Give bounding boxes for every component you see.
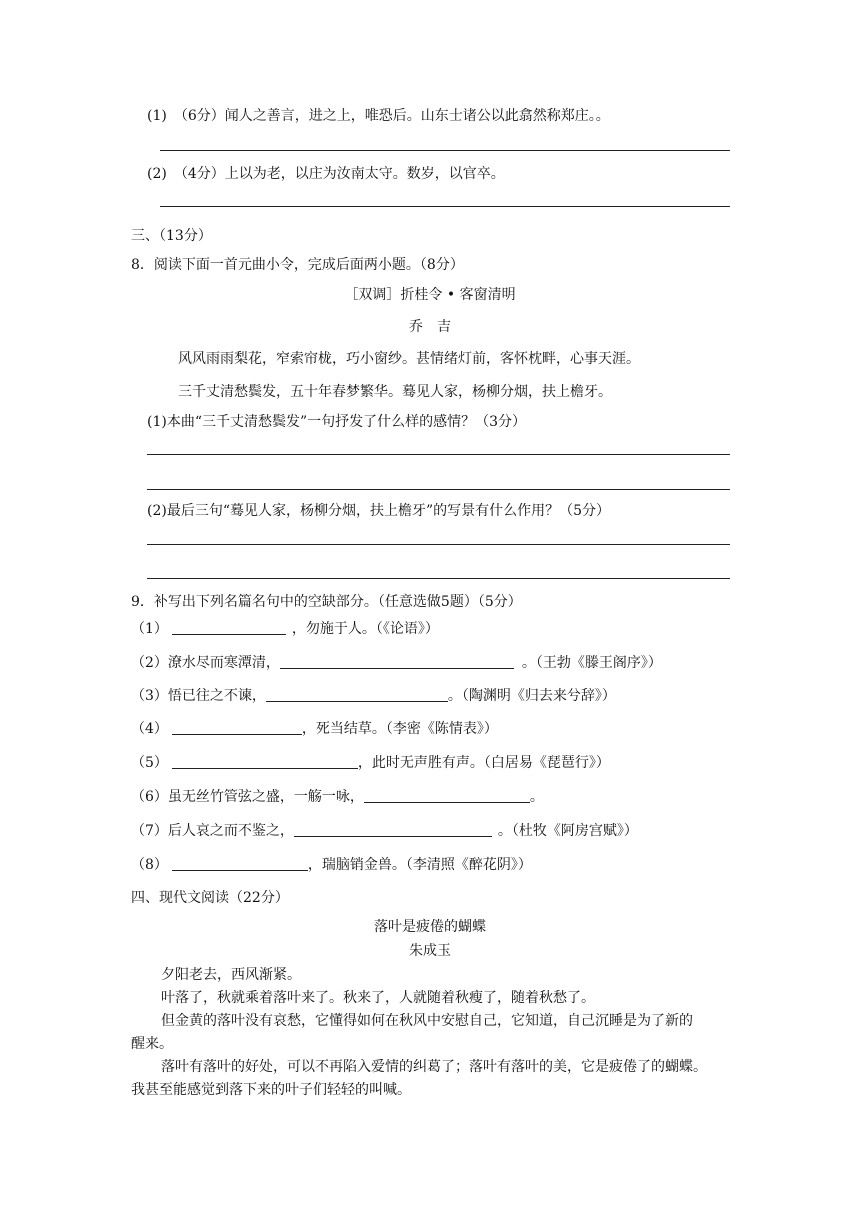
answer-line[interactable] <box>147 454 730 455</box>
article-paragraph-4-cont: 我甚至能感觉到落下来的叶子们轻轻的叫喊。 <box>131 1082 411 1098</box>
section-4-heading: 四、现代文阅读（22分） <box>131 890 289 906</box>
article-paragraph-3: 但金黄的落叶没有哀愁，它懂得如何在秋风中安慰自己，它知道，自己沉睡是为了新的 <box>161 1013 693 1029</box>
translation-question-2: (2) （4分）上以为老，以庄为汝南太守。数岁，以官卒。 <box>147 166 505 182</box>
article-author: 朱成玉 <box>409 943 451 959</box>
fill-blank[interactable] <box>172 720 302 735</box>
item-number: （5） <box>131 755 168 771</box>
article-paragraph-2: 叶落了，秋就乘着落叶来了。秋来了，人就随着秋瘦了，随着秋愁了。 <box>161 990 595 1006</box>
fill-blank-item-1 <box>131 620 439 638</box>
fill-blank[interactable] <box>294 822 492 837</box>
fill-blank-item-3 <box>131 687 616 705</box>
question-9-prompt: 9．补写出下列名篇名句中的空缺部分。（任意选做5题）（5分） <box>131 594 522 610</box>
item-text-after: 。（杜牧《阿房宫赋》） <box>497 823 638 839</box>
answer-line[interactable] <box>147 489 730 490</box>
item-text-after: 。（陶渊明《归去来兮辞》） <box>447 688 616 704</box>
item-number: （6） <box>131 789 168 805</box>
answer-line[interactable] <box>147 544 730 545</box>
item-number: （2） <box>131 655 168 671</box>
fill-blank-item-4 <box>131 720 498 738</box>
poem-line-1: 风风雨雨梨花，窄索帘栊，巧小窗纱。甚情绪灯前，客怀枕畔，心事天涯。 <box>178 351 640 367</box>
fill-blank-item-6 <box>131 788 544 806</box>
fill-blank[interactable] <box>280 654 514 669</box>
section-3-heading: 三、（13分） <box>131 228 212 244</box>
fill-blank[interactable] <box>172 754 358 769</box>
question-8-prompt: 8．阅读下面一首元曲小令，完成后面两小题。（8分） <box>131 257 464 273</box>
poem-title: ［双调］折桂令 • 客窗清明 <box>344 287 516 303</box>
answer-line[interactable] <box>147 578 730 579</box>
article-paragraph-4: 落叶有落叶的好处，可以不再陷入爱情的纠葛了；落叶有落叶的美，它是疲倦了的蝴蝶。 <box>161 1059 707 1075</box>
item-text-after: ，死当结草。（李密《陈情表》） <box>301 721 498 737</box>
item-text-before: 虽无丝竹管弦之盛，一觞一咏， <box>167 789 364 805</box>
article-paragraph-1: 夕阳老去，西风渐紧。 <box>161 967 301 983</box>
answer-line[interactable] <box>160 206 730 207</box>
item-text-before: 潦水尽而寒潭清， <box>167 655 280 671</box>
fill-blank-item-2 <box>131 654 662 672</box>
item-number: （3） <box>131 688 168 704</box>
poem-author: 乔 吉 <box>409 319 451 335</box>
item-number: （4） <box>131 721 168 737</box>
article-title: 落叶是疲倦的蝴蝶 <box>374 919 486 935</box>
item-number: （7） <box>131 823 168 839</box>
fill-blank-item-7 <box>131 822 638 840</box>
item-text-after: ，瑞脑销金兽。（李清照《醉花阴》） <box>307 857 532 873</box>
item-text-after: ，勿施于人。（《论语》） <box>291 621 439 637</box>
item-text-before: 后人哀之而不鉴之， <box>167 823 294 839</box>
translation-question-1: (1) （6分）闻人之善言，进之上，唯恐后。山东士诸公以此翕然称郑庄。。 <box>147 108 610 124</box>
answer-line[interactable] <box>160 150 730 151</box>
item-text-after: ，此时无声胜有声。（白居易《琵琶行》） <box>357 755 610 771</box>
fill-blank-item-5 <box>131 754 610 772</box>
item-number: （8） <box>131 857 168 873</box>
article-paragraph-3-cont: 醒来。 <box>131 1036 173 1052</box>
fill-blank-item-8 <box>131 856 532 874</box>
fill-blank[interactable] <box>172 856 308 871</box>
fill-blank[interactable] <box>266 687 448 702</box>
item-number: （1） <box>131 621 168 637</box>
item-text-after: 。 <box>529 789 544 805</box>
item-text-before: 悟已往之不谏， <box>167 688 266 704</box>
poem-line-2: 三千丈清愁鬓发，五十年春梦繁华。蓦见人家，杨柳分烟，扶上檐牙。 <box>178 384 612 400</box>
item-text-after: 。（王勃《滕王阁序》） <box>521 655 662 671</box>
question-8-sub-1: (1)本曲“三千丈清愁鬓发”一句抒发了什么样的感情？（3分） <box>147 414 527 430</box>
fill-blank[interactable] <box>364 788 530 803</box>
question-8-sub-2: (2)最后三句“蓦见人家，杨柳分烟，扶上檐牙”的写景有什么作用？（5分） <box>147 503 611 519</box>
fill-blank[interactable] <box>172 620 286 635</box>
